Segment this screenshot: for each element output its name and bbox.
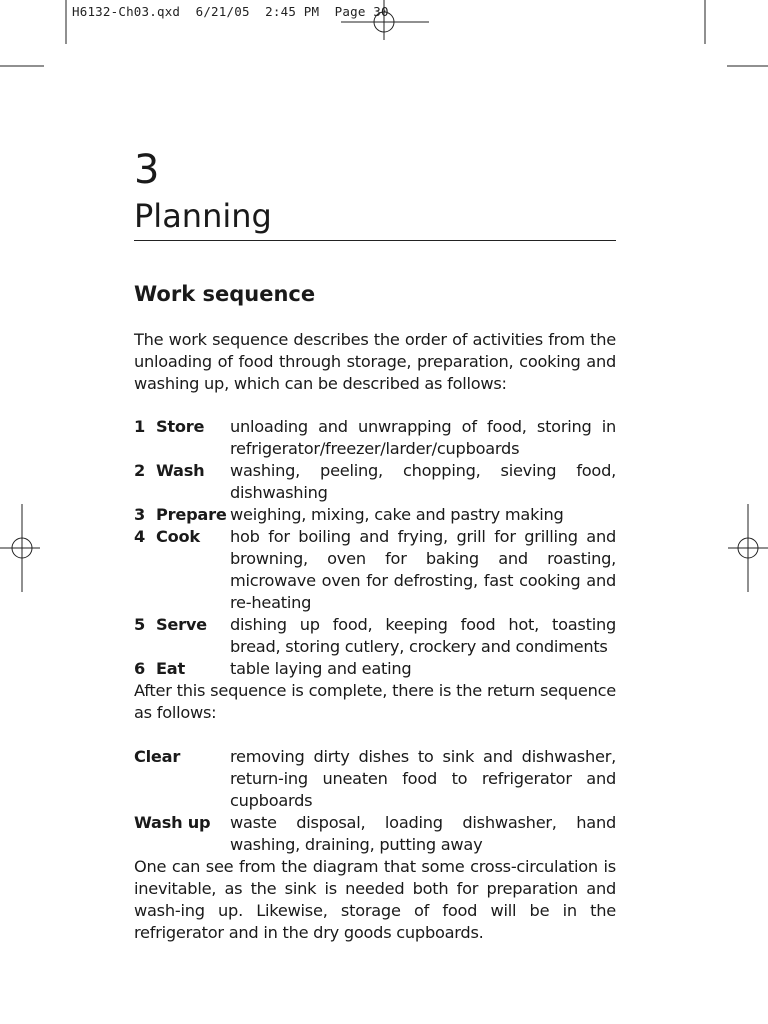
list-item <box>134 460 616 504</box>
item-description: washing, peeling, chopping, sieving food, dishwashing <box>230 461 616 502</box>
list-item <box>134 416 616 460</box>
item-term: Clear <box>134 747 181 766</box>
item-term: Wash up <box>134 813 211 832</box>
item-number: 2 <box>134 461 146 480</box>
closing-paragraph: One can see from the diagram that some cross-circulation is inevitable, as the sink is needed both for preparation and wash-ing up. Likewise, storage of food will be in the refrigerator and in the dry goods cupboards. <box>134 857 616 942</box>
list-item <box>134 812 616 856</box>
chapter-number: 3 <box>134 147 160 193</box>
item-description: table laying and eating <box>230 659 412 678</box>
item-term: Eat <box>156 659 185 678</box>
item-term: Prepare <box>156 505 227 524</box>
section-heading: Work sequence <box>134 282 316 306</box>
list-item <box>134 658 616 680</box>
registration-mark-left <box>0 504 40 592</box>
work-sequence-list <box>134 416 616 680</box>
item-number: 4 <box>134 527 146 546</box>
print-slug: H6132-Ch03.qxd 6/21/05 2:45 PM Page 30 <box>72 4 389 19</box>
item-term: Wash <box>156 461 205 480</box>
item-description: unloading and unwrapping of food, storing in refrigerator/freezer/larder/cupboards <box>230 417 616 458</box>
item-number: 6 <box>134 659 146 678</box>
item-description: hob for boiling and frying, grill for grilling and browning, oven for baking and roasting, microwave oven for defrosting, fast cooking and re-heating <box>230 527 616 612</box>
item-description: removing dirty dishes to sink and dishwasher, return-ing uneaten food to refrigerator and cupboards <box>230 747 616 810</box>
item-term: Serve <box>156 615 207 634</box>
list-item <box>134 746 616 812</box>
item-description: waste disposal, loading dishwasher, hand washing, draining, putting away <box>230 813 616 854</box>
title-rule <box>134 240 616 241</box>
item-term: Store <box>156 417 205 436</box>
item-number: 5 <box>134 615 146 634</box>
item-description: dishing up food, keeping food hot, toasting bread, storing cutlery, crockery and condiments <box>230 615 616 656</box>
list-item <box>134 504 616 526</box>
registration-mark-right <box>728 504 768 592</box>
item-term: Cook <box>156 527 200 546</box>
item-description: weighing, mixing, cake and pastry making <box>230 505 564 524</box>
intro-paragraph: The work sequence describes the order of activities from the unloading of food through storage, preparation, cooking and washing up, which can be described as follows: <box>134 330 616 393</box>
chapter-title: Planning <box>134 197 272 235</box>
list-item <box>134 526 616 614</box>
item-number: 1 <box>134 417 146 436</box>
item-number: 3 <box>134 505 146 524</box>
list-item <box>134 614 616 658</box>
return-sequence-intro: After this sequence is complete, there is the return sequence as follows: <box>134 681 616 722</box>
return-sequence-list <box>134 746 616 856</box>
registration-mark-top <box>341 0 429 40</box>
